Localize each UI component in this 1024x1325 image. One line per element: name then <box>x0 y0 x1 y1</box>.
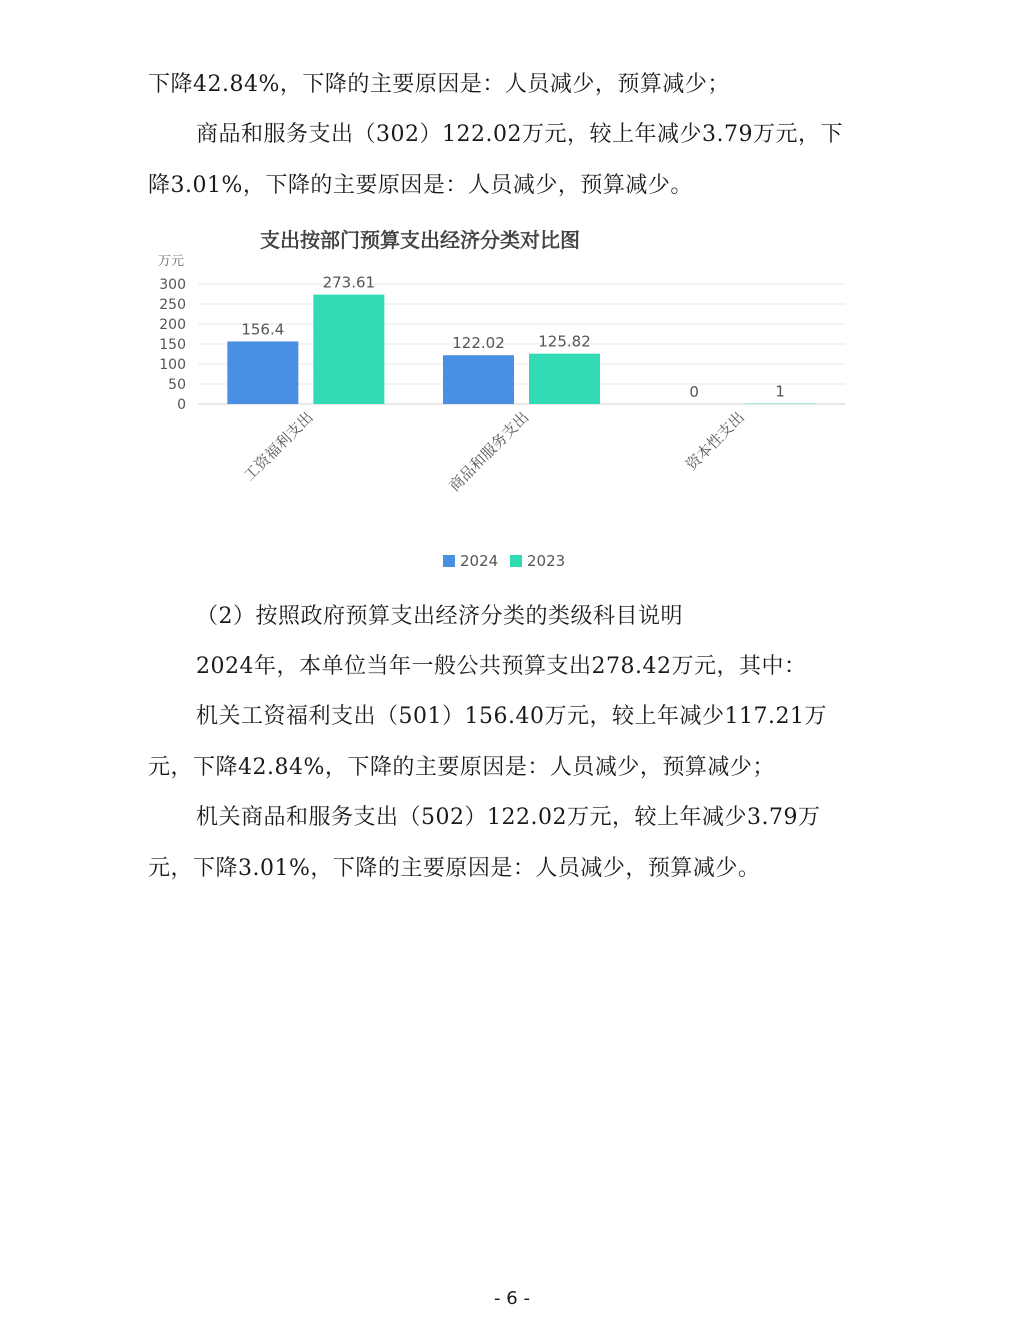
legend-label: 2023 <box>527 552 566 570</box>
chart-title: 支出按部门预算支出经济分类对比图 <box>260 228 580 252</box>
expenditure-bar-chart <box>150 222 860 582</box>
body-paragraph-4: 机关工资福利支出（501）156.40万元，较上年减少117.21万元，下降42.84%，下降的主要原因是：人员减少，预算减少； <box>148 704 827 780</box>
y-tick-label: 50 <box>168 377 186 393</box>
y-tick-label: 100 <box>159 357 186 373</box>
section-heading-2: （2）按照政府预算支出经济分类的类级科目说明 <box>196 604 683 629</box>
data-label: 125.82 <box>538 332 591 351</box>
y-tick-label: 250 <box>159 297 186 313</box>
data-label: 0 <box>689 383 699 401</box>
legend-swatch <box>443 555 455 567</box>
x-tick-label: 商品和服务支出 <box>445 408 533 496</box>
y-tick-label: 150 <box>159 337 186 353</box>
bars <box>227 295 815 404</box>
x-tick-label: 资本性支出 <box>682 408 748 474</box>
data-label: 1 <box>775 382 785 401</box>
y-tick-label: 300 <box>159 277 186 293</box>
y-axis-unit-label: 万元 <box>158 254 185 269</box>
chart-legend <box>443 552 565 570</box>
page-number: - 6 - <box>494 1288 530 1309</box>
body-paragraph-2: 商品和服务支出（302）122.02万元，较上年减少3.79万元，下降3.01%，下降的主要原因是：人员减少，预算减少。 <box>148 122 843 198</box>
bar-2024-0 <box>227 341 298 404</box>
y-tick-label: 0 <box>177 397 186 413</box>
data-label: 273.61 <box>322 273 376 292</box>
data-label: 156.4 <box>241 320 285 339</box>
bar-2023-0 <box>313 295 384 404</box>
x-tick-label: 工资福利支出 <box>240 408 317 485</box>
legend-swatch <box>510 555 522 567</box>
legend-label: 2024 <box>460 552 499 570</box>
body-paragraph-3: 2024年，本单位当年一般公共预算支出278.42万元，其中： <box>196 654 807 679</box>
bar-2024-1 <box>443 355 514 404</box>
y-tick-label: 200 <box>159 317 186 333</box>
data-label: 122.02 <box>452 334 505 353</box>
y-axis-ticks <box>159 277 186 413</box>
x-axis-ticks <box>240 408 748 495</box>
bar-2023-1 <box>529 354 600 404</box>
body-paragraph-5: 机关商品和服务支出（502）122.02万元，较上年减少3.79万元，下降3.01%，下降的主要原因是：人员减少，预算减少。 <box>148 805 821 881</box>
body-paragraph-1: 下降42.84%，下降的主要原因是：人员减少，预算减少； <box>148 72 730 97</box>
